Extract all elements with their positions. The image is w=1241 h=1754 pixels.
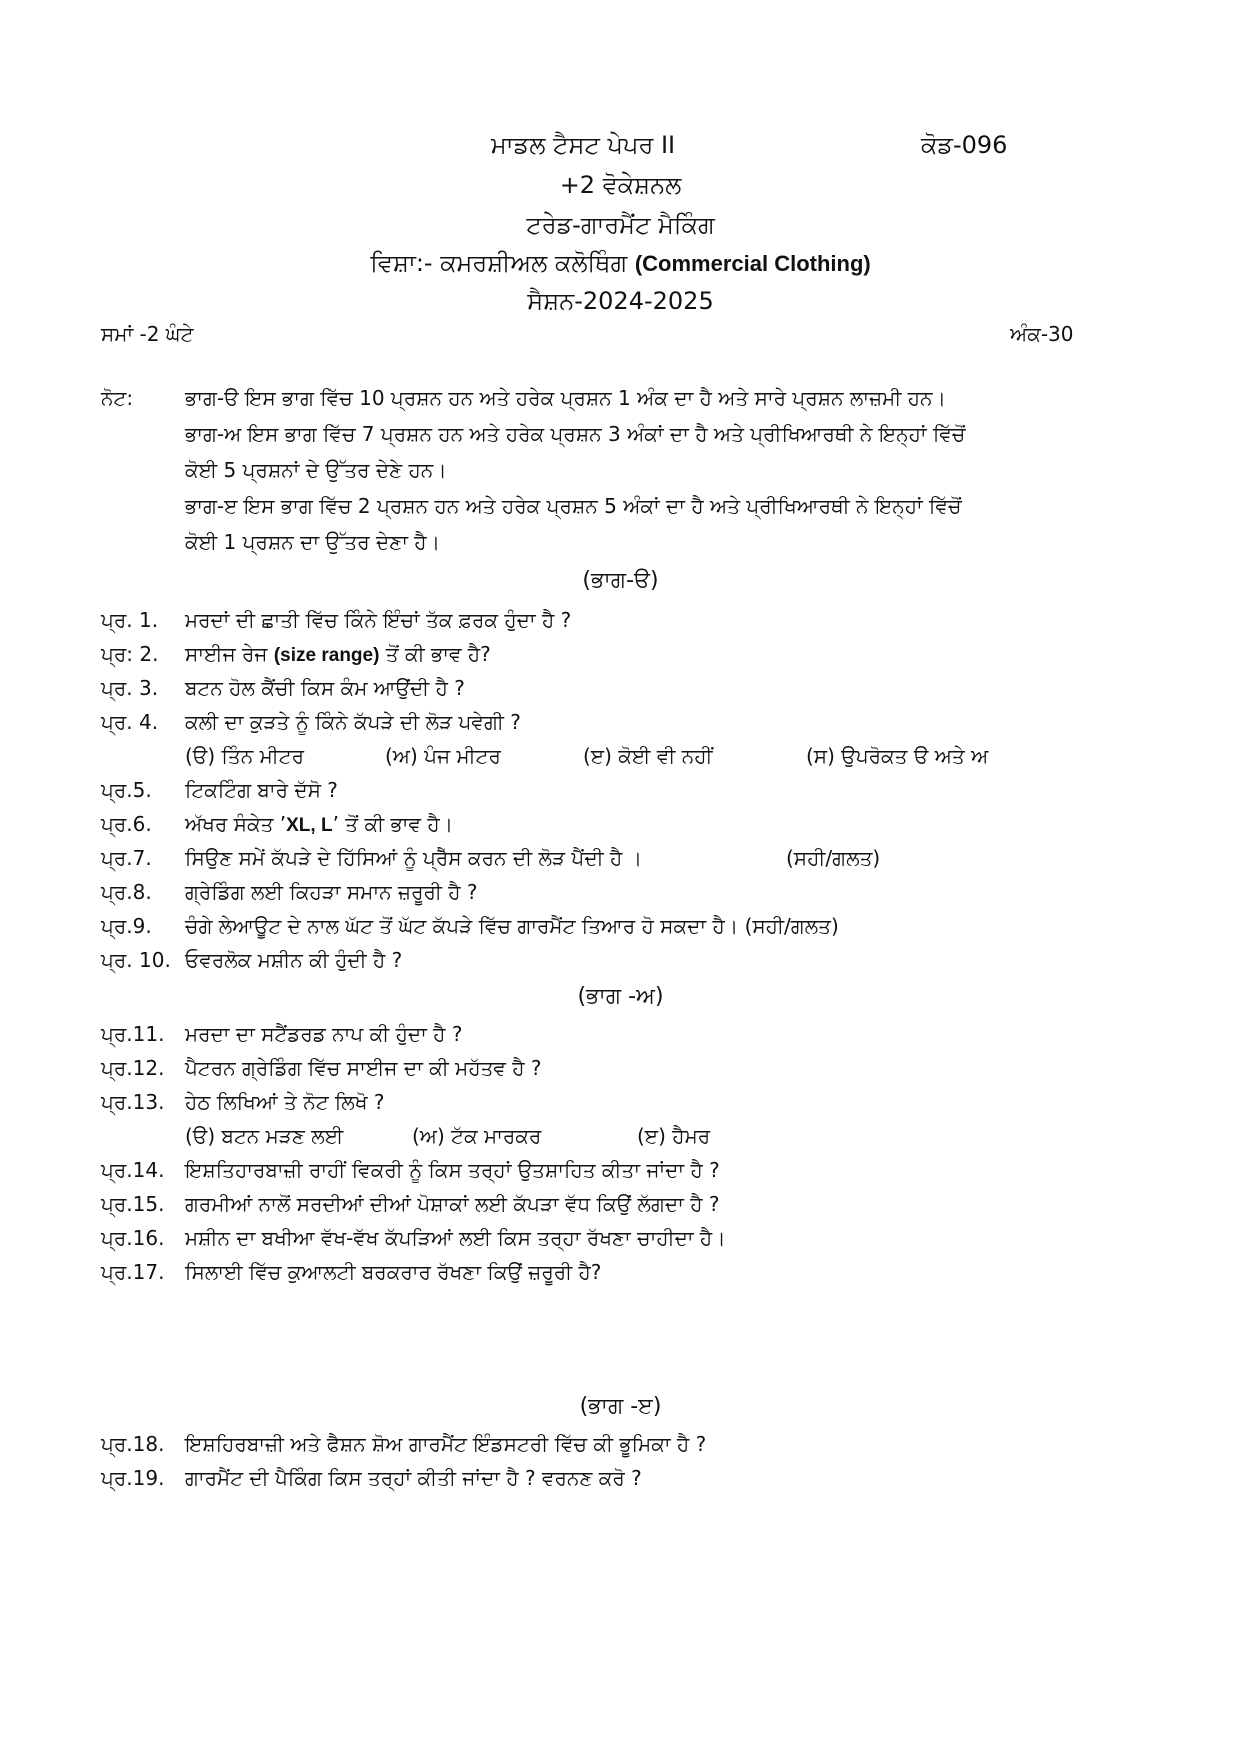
question-text: ਮਰਦਾਂ ਦੀ ਛਾਤੀ ਵਿੱਚ ਕਿੰਨੇ ਇੰਚਾਂ ਤੱਕ ਫ਼ਰਕ ਹੁੰਦਾ ਹੈ ? — [185, 608, 572, 632]
question-text: ਕਲੀ ਦਾ ਕੁੜਤੇ ਨੂੰ ਕਿੰਨੇ ਕੱਪੜੇ ਦੀ ਲੋੜ ਪਵੇਗੀ ? — [185, 710, 521, 734]
question-number: ਪ੍ਰ. 3. — [101, 676, 159, 700]
option-b: (ਅ) ਟੱਕ ਮਾਰਕਰ — [412, 1124, 542, 1148]
question-text: ਪੈਟਰਨ ਗ੍ਰੇਡਿੰਗ ਵਿੱਚ ਸਾਈਜ ਦਾ ਕੀ ਮਹੱਤਵ ਹੈ ? — [185, 1056, 542, 1080]
question-number: ਪ੍ਰ. 1. — [101, 608, 159, 632]
note-line-3: ਕੋਈ 5 ਪ੍ਰਸ਼ਨਾਂ ਦੇ ਉੱਤਰ ਦੇਣੇ ਹਨ। — [185, 458, 447, 482]
class-line: +2 ਵੋਕੇਸ਼ਨਲ — [559, 171, 682, 199]
question-text: ਚੰਗੇ ਲੇਆਊਟ ਦੇ ਨਾਲ ਘੱਟ ਤੋਂ ਘੱਟ ਕੱਪੜੇ ਵਿੱਚ ਗਾਰਮੈਂਟ ਤਿਆਰ ਹੋ ਸਕਦਾ ਹੈ। (ਸਹੀ/ਗਲਤ) — [185, 914, 839, 938]
subject-line — [0, 249, 1241, 277]
question-number: ਪ੍ਰ.7. — [101, 846, 152, 870]
subject-punjabi: ਵਿਸ਼ਾ:- ਕਮਰਸ਼ੀਅਲ ਕਲੋਥਿੰਗ — [370, 249, 628, 277]
section-b-heading: (ਭਾਗ -ਅ) — [577, 984, 664, 1009]
question-text: ਸਿਉਣ ਸਮੇਂ ਕੱਪੜੇ ਦੇ ਹਿੱਸਿਆਂ ਨੂੰ ਪ੍ਰੈੱਸ ਕਰਨ ਦੀ ਲੋੜ ਪੈਂਦੀ ਹੈ । — [185, 846, 643, 870]
subject-english: (Commercial Clothing) — [634, 251, 871, 276]
question-number: ਪ੍ਰ.18. — [101, 1432, 165, 1456]
question-number: ਪ੍ਰ. 4. — [101, 710, 159, 734]
question-text-part: ਤੋਂ ਕੀ ਭਾਵ ਹੈ? — [385, 642, 491, 666]
question-number: ਪ੍ਰ. 10. — [101, 948, 171, 972]
question-text-latin: XL, L — [286, 815, 333, 836]
note-line-2: ਭਾਗ-ਅ ਇਸ ਭਾਗ ਵਿੱਚ 7 ਪ੍ਰਸ਼ਨ ਹਨ ਅਤੇ ਹਰੇਕ ਪ੍ਰਸ਼ਨ 3 ਅੰਕਾਂ ਦਾ ਹੈ ਅਤੇ ਪ੍ਰੀਖਿਆਰਥੀ ਨੇ ਇਨ੍ਹਾਂ ਵਿੱਚੋਂ — [185, 422, 966, 446]
question-text: ਬਟਨ ਹੋਲ ਕੈਂਚੀ ਕਿਸ ਕੰਮ ਆਉਂਦੀ ਹੈ ? — [185, 676, 465, 700]
section-a-heading: (ਭਾਗ-ੳ) — [582, 568, 659, 593]
question-number: ਪ੍ਰ.11. — [101, 1022, 165, 1046]
question-number: ਪ੍ਰ.14. — [101, 1158, 165, 1182]
question-number: ਪ੍ਰ.15. — [101, 1192, 165, 1216]
question-number: ਪ੍ਰ.5. — [101, 778, 152, 802]
note-line-5: ਕੋਈ 1 ਪ੍ਰਸ਼ਨ ਦਾ ਉੱਤਰ ਦੇਣਾ ਹੈ। — [185, 530, 441, 554]
question-number: ਪ੍ਰ.8. — [101, 880, 152, 904]
question-text-part: ’ ਤੋਂ ਕੀ ਭਾਵ ਹੈ। — [332, 812, 454, 836]
note-line-1: ਭਾਗ-ੳ ਇਸ ਭਾਗ ਵਿੱਚ 10 ਪ੍ਰਸ਼ਨ ਹਨ ਅਤੇ ਹਰੇਕ ਪ੍ਰਸ਼ਨ 1 ਅੰਕ ਦਾ ਹੈ ਅਤੇ ਸਾਰੇ ਪ੍ਰਸ਼ਨ ਲਾਜ਼ਮੀ ਹਨ। — [185, 386, 946, 410]
option-c: (ੲ) ਕੋਈ ਵੀ ਨਹੀਂ — [583, 744, 713, 768]
question-text: ਮਸ਼ੀਨ ਦਾ ਬਖੀਆ ਵੱਖ-ਵੱਖ ਕੱਪੜਿਆਂ ਲਈ ਕਿਸ ਤਰ੍ਹਾ ਰੱਖਣਾ ਚਾਹੀਦਾ ਹੈ। — [185, 1226, 726, 1250]
question-number: ਪ੍ਰ.9. — [101, 914, 152, 938]
question-number: ਪ੍ਰ.13. — [101, 1090, 165, 1114]
option-a: (ੳ) ਬਟਨ ਮੜਣ ਲਈ — [185, 1124, 344, 1148]
option-d: (ਸ) ਉਪਰੋਕਤ ੳ ਅਤੇ ਅ — [806, 744, 989, 768]
question-text: ਸਿਲਾਈ ਵਿੱਚ ਕੁਆਲਟੀ ਬਰਕਰਾਰ ਰੱਖਣਾ ਕਿਉਂ ਜ਼ਰੂਰੀ ਹੈ? — [185, 1260, 602, 1284]
question-text: ਗ੍ਰੇਡਿੰਗ ਲਈ ਕਿਹੜਾ ਸਮਾਨ ਜ਼ਰੂਰੀ ਹੈ ? — [185, 880, 478, 904]
question-text: ਇਸ਼ਹਿਰਬਾਜ਼ੀ ਅਤੇ ਫੈਸ਼ਨ ਸ਼ੋਅ ਗਾਰਮੈਂਟ ਇੰਡਸਟਰੀ ਵਿੱਚ ਕੀ ਭੂਮਿਕਾ ਹੈ ? — [185, 1432, 707, 1456]
question-text: ਇਸ਼ਤਿਹਾਰਬਾਜ਼ੀ ਰਾਹੀਂ ਵਿਕਰੀ ਨੂੰ ਕਿਸ ਤਰ੍ਹਾਂ ਉਤਸ਼ਾਹਿਤ ਕੀਤਾ ਜਾਂਦਾ ਹੈ ? — [185, 1158, 720, 1182]
note-line-4: ਭਾਗ-ੲ ਇਸ ਭਾਗ ਵਿੱਚ 2 ਪ੍ਰਸ਼ਨ ਹਨ ਅਤੇ ਹਰੇਕ ਪ੍ਰਸ਼ਨ 5 ਅੰਕਾਂ ਦਾ ਹੈ ਅਤੇ ਪ੍ਰੀਖਿਆਰਥੀ ਨੇ ਇਨ੍ਹਾਂ ਵਿੱਚੋਂ — [185, 494, 962, 518]
question-number: ਪ੍ਰ.6. — [101, 812, 152, 836]
question-text: ਹੇਠ ਲਿਖਿਆਂ ਤੇ ਨੋਟ ਲਿਖੋ ? — [185, 1090, 385, 1114]
note-label: ਨੋਟ: — [101, 386, 134, 410]
question-text: ਗਾਰਮੈਂਟ ਦੀ ਪੈਕਿੰਗ ਕਿਸ ਤਰ੍ਹਾਂ ਕੀਤੀ ਜਾਂਦਾ ਹੈ ? ਵਰਨਣ ਕਰੋ ? — [185, 1466, 642, 1490]
option-a: (ੳ) ਤਿੰਨ ਮੀਟਰ — [185, 744, 304, 768]
question-text: ਮਰਦਾ ਦਾ ਸਟੈਂਡਰਡ ਨਾਪ ਕੀ ਹੁੰਦਾ ਹੈ ? — [185, 1022, 463, 1046]
trade-line: ਟਰੇਡ-ਗਾਰਮੈਂਟ ਮੈਕਿੰਗ — [526, 211, 715, 239]
paper-title: ਮਾਡਲ ਟੈਸਟ ਪੇਪਰ II — [491, 131, 676, 159]
question-text — [185, 642, 491, 667]
paper-code: ਕੋਡ-096 — [921, 131, 1008, 159]
question-number: ਪ੍ਰ.16. — [101, 1226, 165, 1250]
question-number: ਪ੍ਰ.17. — [101, 1260, 165, 1284]
question-text: ਗਰਮੀਆਂ ਨਾਲੋਂ ਸਰਦੀਆਂ ਦੀਆਂ ਪੋਸ਼ਾਕਾਂ ਲਈ ਕੱਪੜਾ ਵੱਧ ਕਿਉਂ ਲੱਗਦਾ ਹੈ ? — [185, 1192, 720, 1216]
question-text-part: ਸਾਈਜ ਰੇਜ — [185, 642, 268, 666]
section-c-heading: (ਭਾਗ -ੲ) — [579, 1394, 662, 1419]
question-text: ਓਵਰਲੋਕ ਮਸ਼ੀਨ ਕੀ ਹੁੰਦੀ ਹੈ ? — [185, 948, 403, 972]
question-number: ਪ੍ਰ.19. — [101, 1466, 165, 1490]
option-b: (ਅ) ਪੰਜ ਮੀਟਰ — [385, 744, 501, 768]
time-allowed: ਸਮਾਂ -2 ਘੰਟੇ — [101, 322, 194, 346]
true-false-tag: (ਸਹੀ/ਗਲਤ) — [786, 846, 881, 870]
max-marks: ਅੰਕ-30 — [1010, 322, 1074, 346]
question-number: ਪ੍ਰ.12. — [101, 1056, 165, 1080]
question-text — [185, 812, 453, 837]
question-text-latin: (size range) — [273, 645, 380, 666]
session-line: ਸੈਸ਼ਨ-2024-2025 — [527, 287, 714, 315]
option-c: (ੲ) ਹੈਮਰ — [637, 1124, 711, 1148]
question-number: ਪ੍ਰ: 2. — [101, 642, 159, 666]
question-text-part: ਅੱਖਰ ਸੰਕੇਤ ’ — [185, 812, 287, 836]
question-text: ਟਿਕਟਿੰਗ ਬਾਰੇ ਦੱਸੋ ? — [185, 778, 338, 802]
